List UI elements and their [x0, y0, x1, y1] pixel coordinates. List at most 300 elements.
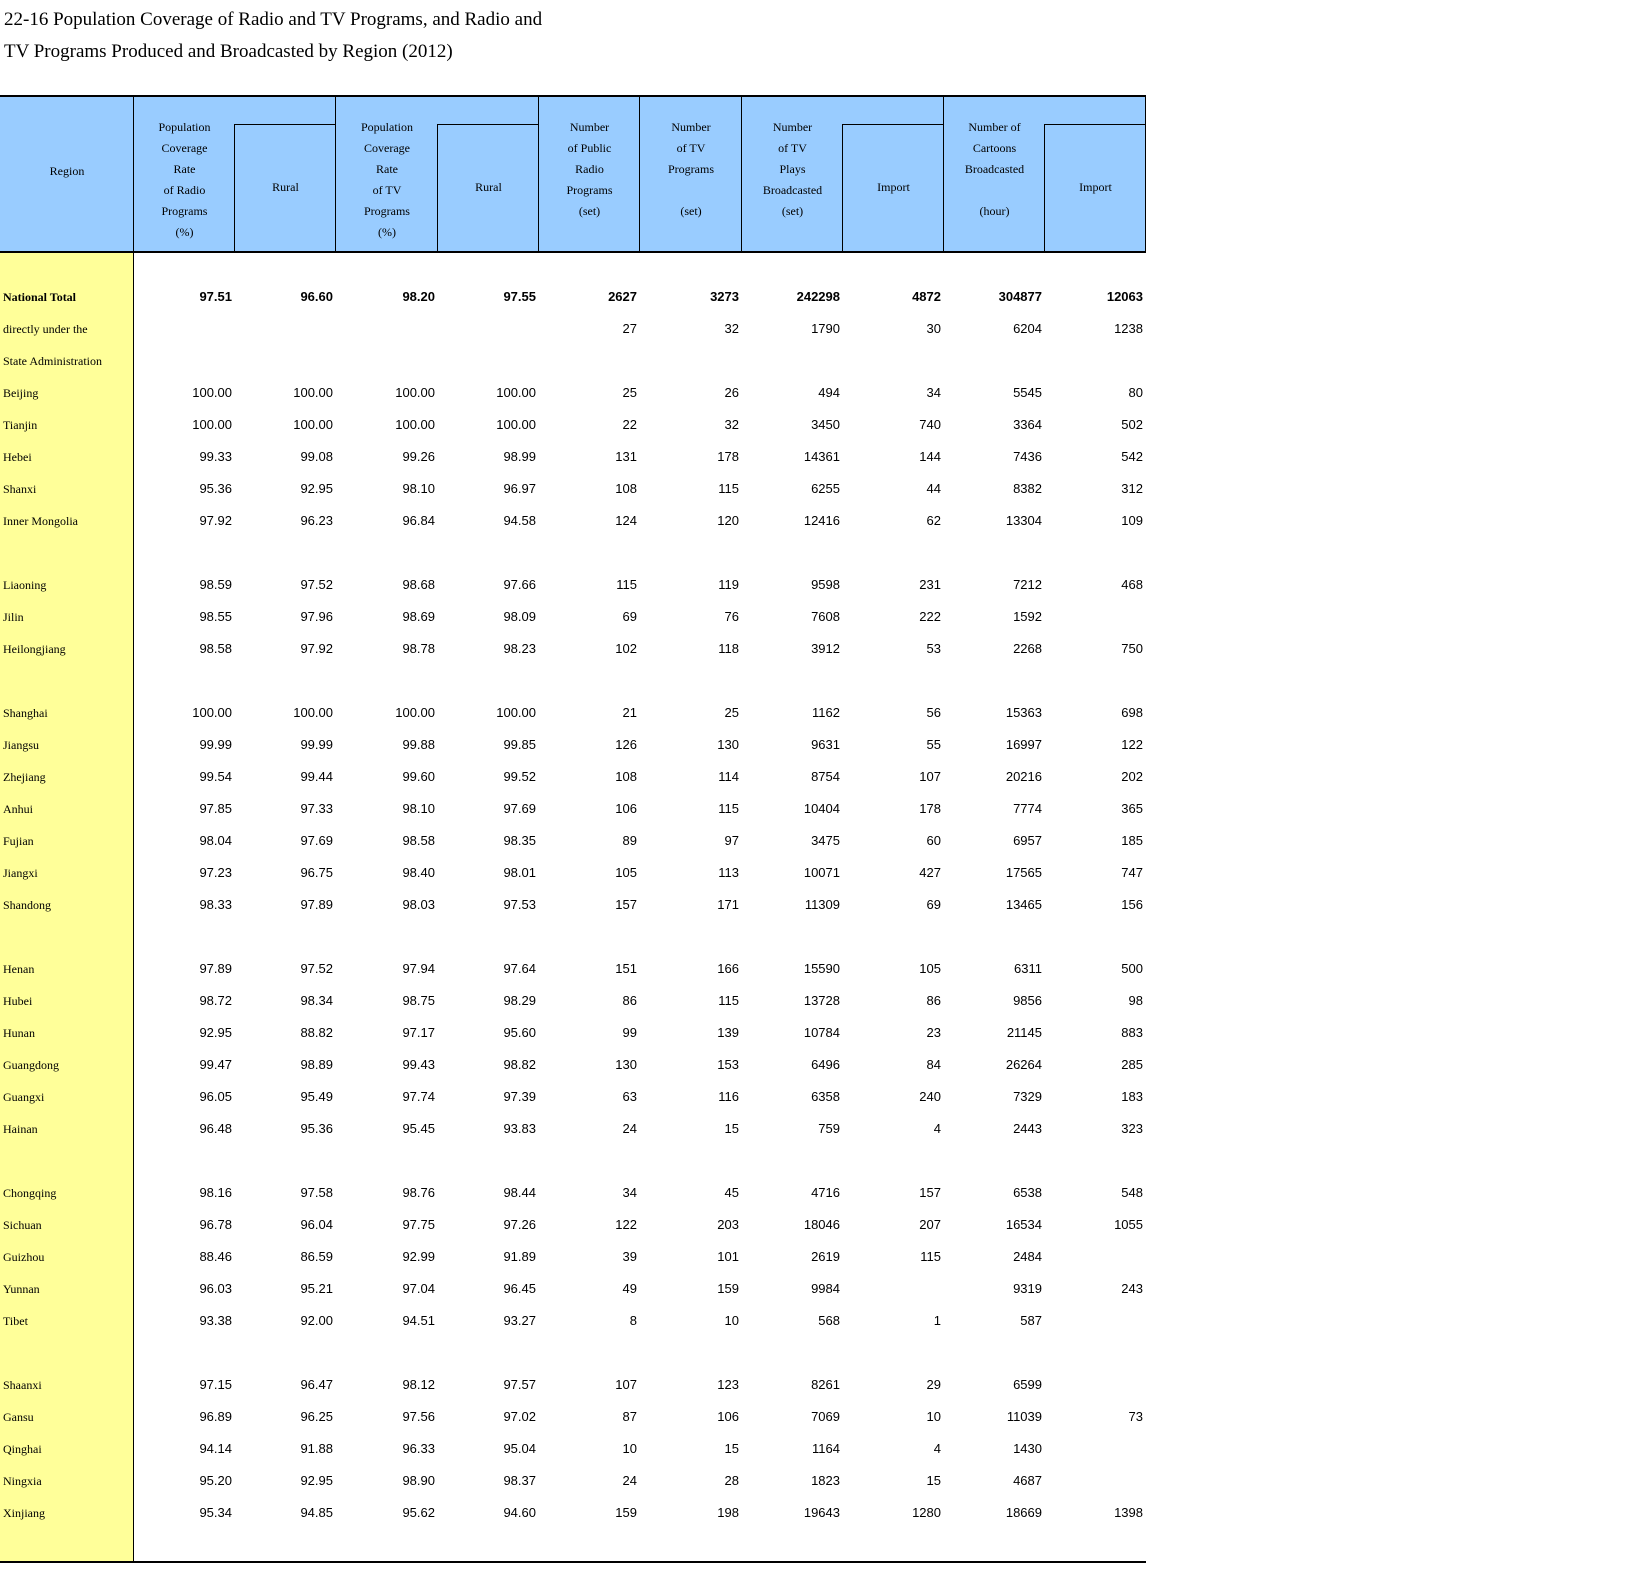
- header-cell-6: [640, 117, 742, 251]
- value-cell: 4: [933, 1121, 941, 1136]
- value-cell: 118: [718, 641, 739, 656]
- value-cell: 73: [1128, 1409, 1143, 1424]
- value-cell: 15363: [1005, 705, 1042, 720]
- header-sub-rule: [843, 124, 944, 125]
- value-cell: 10: [926, 1409, 941, 1424]
- value-cell: 243: [1121, 1281, 1143, 1296]
- value-cell: 198: [717, 1505, 739, 1520]
- header-line: Rural: [272, 180, 299, 194]
- header-text-8: [877, 177, 910, 198]
- value-cell: 96.05: [199, 1089, 232, 1104]
- value-cell: 97.55: [503, 289, 536, 304]
- value-cell: 95.60: [503, 1025, 536, 1040]
- value-cell: 178: [919, 801, 941, 816]
- value-cell: 9319: [1013, 1281, 1042, 1296]
- value-cell: 548: [1121, 1185, 1143, 1200]
- region-name: Heilongjiang: [3, 642, 66, 656]
- value-cell: 98.59: [199, 577, 232, 592]
- value-cell: 97.17: [402, 1025, 435, 1040]
- value-cell: 92.95: [300, 481, 333, 496]
- value-cell: 9598: [811, 577, 840, 592]
- value-cell: 13728: [803, 993, 840, 1008]
- value-cell: 94.51: [402, 1313, 435, 1328]
- table-row: [0, 409, 1146, 441]
- value-cell: 97.51: [199, 289, 232, 304]
- value-cell: 159: [717, 1281, 739, 1296]
- value-cell: 96.23: [300, 513, 333, 528]
- value-cell: [438, 345, 536, 377]
- value-cell: 97.74: [402, 1089, 435, 1104]
- value-cell: 106: [717, 1409, 739, 1424]
- value-cell: 87: [622, 1409, 637, 1424]
- value-cell: 740: [919, 417, 941, 432]
- value-cell: [843, 1273, 941, 1305]
- value-cell: 231: [919, 577, 941, 592]
- value-cell: 15: [724, 1121, 739, 1136]
- value-cell: 98.44: [503, 1185, 536, 1200]
- value-cell: 93.27: [503, 1313, 536, 1328]
- value-cell: 44: [926, 481, 941, 496]
- region-name: Guizhou: [3, 1250, 45, 1264]
- table-row: [0, 1209, 1146, 1241]
- value-cell: 500: [1121, 961, 1143, 976]
- header-divider: [639, 97, 640, 251]
- value-cell: 98.23: [503, 641, 536, 656]
- table-row: [0, 1497, 1146, 1529]
- region-name: Jiangsu: [3, 738, 39, 752]
- value-cell: 587: [1020, 1313, 1042, 1328]
- value-cell: 153: [717, 1057, 739, 1072]
- value-cell: 185: [1121, 833, 1143, 848]
- value-cell: 32: [724, 417, 739, 432]
- header-sub-rule: [1045, 124, 1146, 125]
- value-cell: 166: [717, 961, 739, 976]
- value-cell: 100.00: [395, 385, 435, 400]
- header-line: Rural: [475, 180, 502, 194]
- value-cell: 98.12: [402, 1377, 435, 1392]
- header-text-7: [763, 117, 822, 222]
- header-cell-8: [843, 124, 944, 251]
- value-cell: 120: [717, 513, 739, 528]
- value-cell: 28: [724, 1473, 739, 1488]
- value-cell: 21: [622, 705, 637, 720]
- value-cell: 9984: [811, 1281, 840, 1296]
- header-text-10: [1079, 177, 1112, 198]
- region-name: Shaanxi: [3, 1378, 42, 1392]
- header-divider: [1145, 97, 1146, 251]
- region-name: Shanghai: [3, 706, 48, 720]
- value-cell: 759: [818, 1121, 840, 1136]
- value-cell: 98.04: [199, 833, 232, 848]
- value-cell: 96.89: [199, 1409, 232, 1424]
- region-name: Hainan: [3, 1122, 38, 1136]
- header-line: Region: [49, 163, 85, 178]
- value-cell: 97.66: [503, 577, 536, 592]
- value-cell: 2619: [811, 1249, 840, 1264]
- value-cell: 97.75: [402, 1217, 435, 1232]
- value-cell: 156: [1121, 897, 1143, 912]
- table-row: [0, 633, 1146, 665]
- value-cell: 95.36: [300, 1121, 333, 1136]
- value-cell: 750: [1121, 641, 1143, 656]
- value-cell: 100.00: [192, 705, 232, 720]
- value-cell: 6358: [811, 1089, 840, 1104]
- table-row: [0, 1401, 1146, 1433]
- value-cell: 116: [718, 1089, 739, 1104]
- value-cell: 1055: [1114, 1217, 1143, 1232]
- value-cell: 98.75: [402, 993, 435, 1008]
- value-cell: 1280: [912, 1505, 941, 1520]
- value-cell: 323: [1121, 1121, 1143, 1136]
- value-cell: 15590: [803, 961, 840, 976]
- value-cell: 100.00: [496, 385, 536, 400]
- value-cell: 16534: [1005, 1217, 1042, 1232]
- value-cell: 122: [615, 1217, 637, 1232]
- value-cell: 95.49: [300, 1089, 333, 1104]
- value-cell: 89: [622, 833, 637, 848]
- region-name: Henan: [3, 962, 35, 976]
- region-name: Chongqing: [3, 1186, 57, 1200]
- value-cell: 55: [926, 737, 941, 752]
- value-cell: 698: [1121, 705, 1143, 720]
- value-cell: 7608: [811, 609, 840, 624]
- header-text-2: [272, 177, 299, 198]
- value-cell: 69: [622, 609, 637, 624]
- table-row: [0, 761, 1146, 793]
- value-cell: 21145: [1006, 1025, 1042, 1040]
- value-cell: 494: [818, 385, 840, 400]
- value-cell: 285: [1121, 1057, 1143, 1072]
- value-cell: 98.10: [402, 481, 435, 496]
- value-cell: 80: [1128, 385, 1143, 400]
- value-cell: 99.44: [300, 769, 333, 784]
- value-cell: [843, 345, 941, 377]
- value-cell: 123: [717, 1377, 739, 1392]
- header-text-4: [475, 177, 502, 198]
- header-line: Number: [569, 120, 610, 134]
- data-table: [0, 95, 1146, 1565]
- value-cell: 3364: [1013, 417, 1042, 432]
- value-cell: 94.14: [199, 1441, 232, 1456]
- header-text-9: [965, 117, 1024, 222]
- value-cell: 98.37: [503, 1473, 536, 1488]
- value-cell: 122: [1121, 737, 1143, 752]
- header-line: of Public: [567, 141, 612, 155]
- value-cell: 427: [919, 865, 941, 880]
- value-cell: 97.52: [300, 961, 333, 976]
- value-cell: 20216: [1005, 769, 1042, 784]
- value-cell: 92.99: [402, 1249, 435, 1264]
- value-cell: 97.69: [300, 833, 333, 848]
- value-cell: 222: [919, 609, 941, 624]
- value-cell: 94.60: [503, 1505, 536, 1520]
- value-cell: 114: [718, 769, 739, 784]
- region-name: Ningxia: [3, 1474, 42, 1488]
- value-cell: 3912: [811, 641, 840, 656]
- value-cell: 105: [919, 961, 941, 976]
- value-cell: 1430: [1013, 1441, 1042, 1456]
- value-cell: 93.83: [503, 1121, 536, 1136]
- header-line: Programs: [363, 204, 410, 218]
- value-cell: 242298: [796, 289, 840, 304]
- value-cell: 97.89: [300, 897, 333, 912]
- value-cell: 6538: [1013, 1185, 1042, 1200]
- value-cell: 124: [615, 513, 637, 528]
- value-cell: [438, 313, 536, 345]
- value-cell: 30: [926, 321, 941, 336]
- value-cell: 178: [717, 449, 739, 464]
- value-cell: 98.35: [503, 833, 536, 848]
- value-cell: 98.40: [402, 865, 435, 880]
- value-cell: 97.56: [402, 1409, 435, 1424]
- value-cell: 151: [615, 961, 637, 976]
- value-cell: 18046: [803, 1217, 840, 1232]
- value-cell: 62: [926, 513, 941, 528]
- value-cell: 99.99: [199, 737, 232, 752]
- header-line: Cartoons: [972, 141, 1017, 155]
- value-cell: 100.00: [192, 417, 232, 432]
- value-cell: 11309: [804, 897, 840, 912]
- value-cell: 139: [717, 1025, 739, 1040]
- value-cell: 24: [622, 1473, 637, 1488]
- table-row: [0, 1177, 1146, 1209]
- value-cell: 5545: [1013, 385, 1042, 400]
- value-cell: [336, 313, 435, 345]
- value-cell: 171: [717, 897, 739, 912]
- value-cell: 98.76: [402, 1185, 435, 1200]
- title-line-1: 22-16 Population Coverage of Radio and TV Programs, and Radio and: [4, 9, 543, 30]
- value-cell: 95.36: [199, 481, 232, 496]
- value-cell: 96.03: [199, 1281, 232, 1296]
- value-cell: 86: [926, 993, 941, 1008]
- value-cell: 49: [622, 1281, 637, 1296]
- value-cell: 91.89: [503, 1249, 536, 1264]
- value-cell: 16997: [1005, 737, 1042, 752]
- value-cell: 34: [926, 385, 941, 400]
- value-cell: 7329: [1013, 1089, 1042, 1104]
- header-line: Programs: [668, 162, 714, 176]
- value-cell: 6599: [1013, 1377, 1042, 1392]
- value-cell: 100.00: [293, 417, 333, 432]
- header-line: (%): [377, 225, 396, 239]
- header-cell-7: [742, 117, 843, 251]
- value-cell: 96.33: [402, 1441, 435, 1456]
- value-cell: 12063: [1106, 289, 1143, 304]
- value-cell: 97.92: [300, 641, 333, 656]
- region-name: Zhejiang: [3, 770, 46, 784]
- value-cell: 8382: [1013, 481, 1042, 496]
- value-cell: 157: [919, 1185, 941, 1200]
- value-cell: 115: [920, 1249, 941, 1264]
- value-cell: 542: [1121, 449, 1143, 464]
- value-cell: 98.16: [199, 1185, 232, 1200]
- value-cell: 107: [919, 769, 941, 784]
- value-cell: 312: [1121, 481, 1143, 496]
- value-cell: 1238: [1114, 321, 1143, 336]
- value-cell: [1045, 1433, 1143, 1465]
- value-cell: 98.33: [199, 897, 232, 912]
- value-cell: [1045, 345, 1143, 377]
- value-cell: 130: [615, 1057, 637, 1072]
- value-cell: 115: [718, 993, 739, 1008]
- value-cell: 502: [1121, 417, 1143, 432]
- value-cell: 7069: [811, 1409, 840, 1424]
- value-cell: 96.45: [503, 1281, 536, 1296]
- value-cell: 23: [926, 1025, 941, 1040]
- region-name: Inner Mongolia: [3, 514, 78, 528]
- header-line: [965, 180, 1024, 201]
- value-cell: 1162: [812, 705, 840, 720]
- value-cell: 25: [724, 705, 739, 720]
- table-row: [0, 505, 1146, 537]
- value-cell: 100.00: [496, 705, 536, 720]
- value-cell: 96.78: [199, 1217, 232, 1232]
- value-cell: 96.48: [199, 1121, 232, 1136]
- region-name: Tianjin: [3, 418, 38, 432]
- value-cell: 29: [926, 1377, 941, 1392]
- region-name: State Administration: [3, 354, 102, 368]
- table-row: [0, 601, 1146, 633]
- value-cell: 108: [615, 481, 637, 496]
- region-name: Liaoning: [3, 578, 47, 592]
- value-cell: 86: [622, 993, 637, 1008]
- header-text-1: [158, 117, 210, 243]
- value-cell: 97.64: [503, 961, 536, 976]
- value-cell: 8261: [811, 1377, 840, 1392]
- value-cell: 203: [717, 1217, 739, 1232]
- header-line: Programs: [566, 183, 613, 197]
- header-line: Coverage: [364, 141, 410, 155]
- value-cell: 6957: [1013, 833, 1042, 848]
- value-cell: 100.00: [496, 417, 536, 432]
- value-cell: 69: [926, 897, 941, 912]
- value-cell: 3450: [811, 417, 840, 432]
- header-line: Import: [877, 180, 910, 194]
- region-name: Xinjiang: [3, 1506, 45, 1520]
- value-cell: 63: [622, 1089, 637, 1104]
- header-cell-10: [1045, 124, 1146, 251]
- table-row: [0, 1273, 1146, 1305]
- header-divider: [133, 97, 134, 251]
- header-line: Number: [772, 120, 813, 134]
- value-cell: 98.29: [503, 993, 536, 1008]
- value-cell: 105: [615, 865, 637, 880]
- value-cell: 45: [724, 1185, 739, 1200]
- value-cell: 99.88: [402, 737, 435, 752]
- header-line: Import: [1079, 180, 1112, 194]
- header-divider: [741, 97, 742, 251]
- value-cell: [1045, 1241, 1143, 1273]
- value-cell: [1045, 1465, 1143, 1497]
- value-cell: 304877: [998, 289, 1042, 304]
- value-cell: 98.90: [402, 1473, 435, 1488]
- value-cell: 100.00: [293, 705, 333, 720]
- header-sub-divider: [234, 124, 235, 251]
- region-name: Fujian: [3, 834, 34, 848]
- header-line: of TV: [676, 141, 706, 155]
- header-cell-1: [134, 117, 235, 251]
- header-line: Rate: [173, 162, 196, 176]
- value-cell: 26: [724, 385, 739, 400]
- value-cell: 106: [615, 801, 637, 816]
- value-cell: 115: [718, 801, 739, 816]
- header-line: Coverage: [161, 141, 208, 155]
- value-cell: 6255: [811, 481, 840, 496]
- region-name: Shanxi: [3, 482, 37, 496]
- value-cell: 98.58: [402, 833, 435, 848]
- value-cell: 99.60: [402, 769, 435, 784]
- value-cell: 468: [1121, 577, 1143, 592]
- value-cell: 92.95: [199, 1025, 232, 1040]
- region-name: Hubei: [3, 994, 33, 1008]
- region-name: Jilin: [3, 610, 24, 624]
- value-cell: 365: [1121, 801, 1143, 816]
- header-line: (set): [680, 204, 702, 218]
- value-cell: 115: [718, 481, 739, 496]
- header-sub-divider: [437, 124, 438, 251]
- value-cell: 76: [724, 609, 739, 624]
- value-cell: [134, 345, 232, 377]
- value-cell: 144: [919, 449, 941, 464]
- value-cell: 10404: [803, 801, 840, 816]
- region-name: Sichuan: [3, 1218, 42, 1232]
- table-row: [0, 1433, 1146, 1465]
- value-cell: 95.20: [199, 1473, 232, 1488]
- region-divider: [133, 250, 134, 1562]
- value-cell: 159: [615, 1505, 637, 1520]
- value-cell: 98.58: [199, 641, 232, 656]
- value-cell: [640, 345, 739, 377]
- header-line: (set): [578, 204, 601, 218]
- value-cell: 96.04: [300, 1217, 333, 1232]
- header-cell-5: [539, 117, 640, 251]
- title-line-2: TV Programs Produced and Broadcasted by Region (2012): [4, 41, 453, 62]
- header-line: Number of: [968, 120, 1021, 134]
- region-name: Jiangxi: [3, 866, 38, 880]
- table-row: [0, 377, 1146, 409]
- value-cell: 109: [1121, 513, 1143, 528]
- value-cell: 97.58: [300, 1185, 333, 1200]
- value-cell: 99.47: [199, 1057, 232, 1072]
- value-cell: 6311: [1014, 961, 1042, 976]
- value-cell: 8754: [811, 769, 840, 784]
- value-cell: 99.99: [300, 737, 333, 752]
- value-cell: 18669: [1005, 1505, 1042, 1520]
- value-cell: 98.72: [199, 993, 232, 1008]
- value-cell: 107: [615, 1377, 637, 1392]
- header-line: Plays: [779, 162, 806, 176]
- region-name: Guangxi: [3, 1090, 45, 1104]
- table-row: [0, 281, 1146, 313]
- value-cell: 119: [718, 577, 739, 592]
- value-cell: 1823: [811, 1473, 840, 1488]
- value-cell: 3475: [811, 833, 840, 848]
- region-name: Hebei: [3, 450, 32, 464]
- region-name: National Total: [3, 290, 77, 304]
- header-sub-rule: [438, 124, 539, 125]
- header-text-0: [50, 161, 85, 182]
- value-cell: 95.45: [402, 1121, 435, 1136]
- value-cell: 207: [919, 1217, 941, 1232]
- value-cell: 88.82: [300, 1025, 333, 1040]
- region-name: Tibet: [3, 1314, 28, 1328]
- value-cell: 568: [818, 1313, 840, 1328]
- value-cell: 96.25: [300, 1409, 333, 1424]
- value-cell: 1164: [812, 1441, 840, 1456]
- value-cell: 102: [615, 641, 637, 656]
- value-cell: 25: [622, 385, 637, 400]
- value-cell: 97.52: [300, 577, 333, 592]
